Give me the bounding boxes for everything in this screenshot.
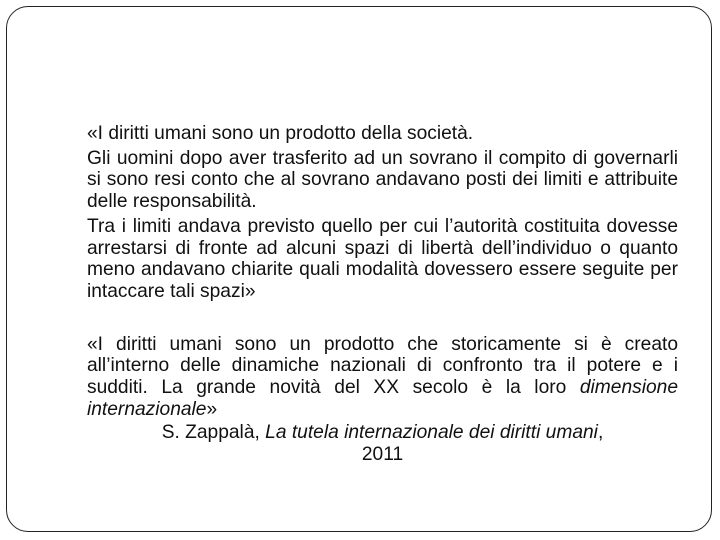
slide-frame: [6, 6, 712, 532]
citation-author: S. Zappalà,: [161, 422, 266, 444]
quote1-line1: «I diritti umani sono un prodotto della società.: [87, 123, 474, 144]
quote1-paragraph3: Tra i limiti andava previsto quello per cui l’autorità costituita dovesse arrestarsi di fronte ad alcuni spazi di libertà dell’individuo o quanto meno andavano chiarite quali modalità dovessero essere seguite per intaccare tali spazi»: [87, 215, 678, 302]
quote2-text-start: «I diritti umani sono un prodotto che storicamente si è creato all’interno delle dinamiche nazionali di confronto tra il potere e i sudditi. La grande novità del XX secolo è la loro: [87, 333, 678, 399]
quote2-text-end: »: [206, 398, 218, 420]
citation-year: 2011: [361, 444, 404, 466]
citation-title: La tutela internazionale dei diritti umani: [265, 422, 598, 444]
quote2-paragraph: [87, 334, 678, 421]
citation: [87, 422, 678, 465]
citation-comma: ,: [597, 422, 604, 444]
quote2-text-italic: dimensione internazionale: [87, 377, 678, 420]
slide-content: [87, 123, 678, 466]
quote1-paragraph2: Gli uomini dopo aver trasferito ad un sovrano il compito di governarli si sono resi conto che al sovrano andavano posti dei limiti e attribuite delle responsabilità.: [87, 147, 678, 213]
